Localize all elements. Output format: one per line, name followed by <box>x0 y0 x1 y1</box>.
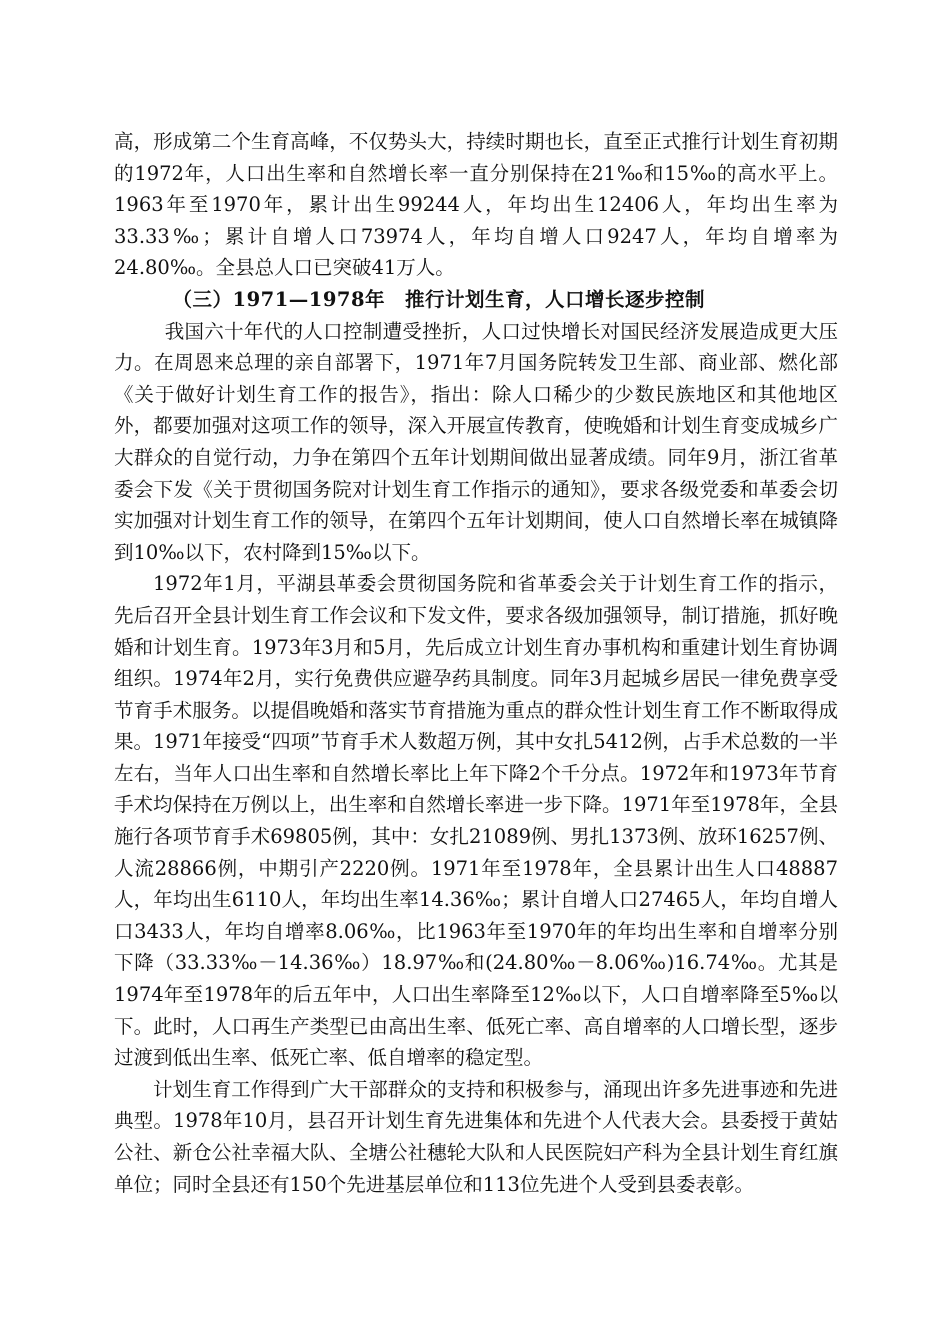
paragraph-2: 我国六十年代的人口控制遭受挫折，人口过快增长对国民经济发展造成更大压力。在周恩来总理的亲自部署下，1971年7月国务院转发卫生部、商业部、燃化部《关于做好计划生育工作的报告》，指出：除人口稀少的少数民族地区和其他地区外，都要加强对这项工作的领导，深入开展宣传教育，使晚婚和计划生育变成城乡广大群众的自觉行动，力争在第四个五年计划期间做出显著成绩。同年9月，浙江省革委会下发《关于贯彻国务院对计划生育工作指示的通知》，要求各级党委和革委会切实加强对计划生育工作的领导，在第四个五年计划期间，使人口自然增长率在城镇降到10‰以下，农村降到15‰以下。 <box>114 319 838 564</box>
paragraph-4: 计划生育工作得到广大干部群众的支持和积极参与，涌现出许多先进事迹和先进典型。1978年10月，县召开计划生育先进集体和先进个人代表大会。县委授于黄姑公社、新仓公社幸福大队、全塘公社穗轮大队和人民医院妇产科为全县计划生育红旗单位；同时全县还有150个先进基层单位和113位先进个人受到县委表彰。 <box>114 1077 838 1196</box>
section-heading: （三）1971—1978年 推行计划生育，人口增长逐步控制 <box>172 287 706 311</box>
paragraph-3: 1972年1月，平湖县革委会贯彻国务院和省革委会关于计划生育工作的指示，先后召开全县计划生育工作会议和下发文件，要求各级加强领导，制订措施，抓好晚婚和计划生育。1973年3月和5月，先后成立计划生育办事机构和重建计划生育协调组织。1974年2月，实行免费供应避孕药具制度。同年3月起城乡居民一律免费享受节育手术服务。以提倡晚婚和落实节育措施为重点的群众性计划生育工作不断取得成果。1971年接受“四项”节育手术人数超万例，其中女扎5412例，占手术总数的一半左右，当年人口出生率和自然增长率比上年下降2个千分点。1972年和1973年节育手术均保持在万例以上，出生率和自然增长率进一步下降。1971年至1978年，全县施行各项节育手术69805例，其中：女扎21089例、男扎1373例、放环16257例、人流28866例，中期引产2220例。1971年至1978年，全县累计出生人口48887人，年均出生6110人，年均出生率14.36‰；累计自增人口27465人，年均自增人口3433人，年均自增率8.06‰，比1963年至1970年的年均出生率和自增率分别下降（33.33‰－14.36‰）18.97‰和(24.80‰－8.06‰)16.74‰。尤其是1974年至1978年的后五年中，人口出生率降至12‰以下，人口自增率降至5‰以下。此时，人口再生产类型已由高出生率、低死亡率、高自增率的人口增长型，逐步过渡到低出生率、低死亡率、低自增率的稳定型。 <box>114 572 838 1070</box>
paragraph-1: 高，形成第二个生育高峰，不仅势头大，持续时期也长，直至正式推行计划生育初期的1972年，人口出生率和自然增长率一直分别保持在21‰和15‰的高水平上。1963年至1970年，累计出生99244人，年均出生12406人，年均出生率为33.33‰；累计自增人口73974人，年均自增人口9247人，年均自增率为24.80‰。全县总人口已突破41万人。 <box>114 130 838 280</box>
document-page <box>114 126 838 1200</box>
